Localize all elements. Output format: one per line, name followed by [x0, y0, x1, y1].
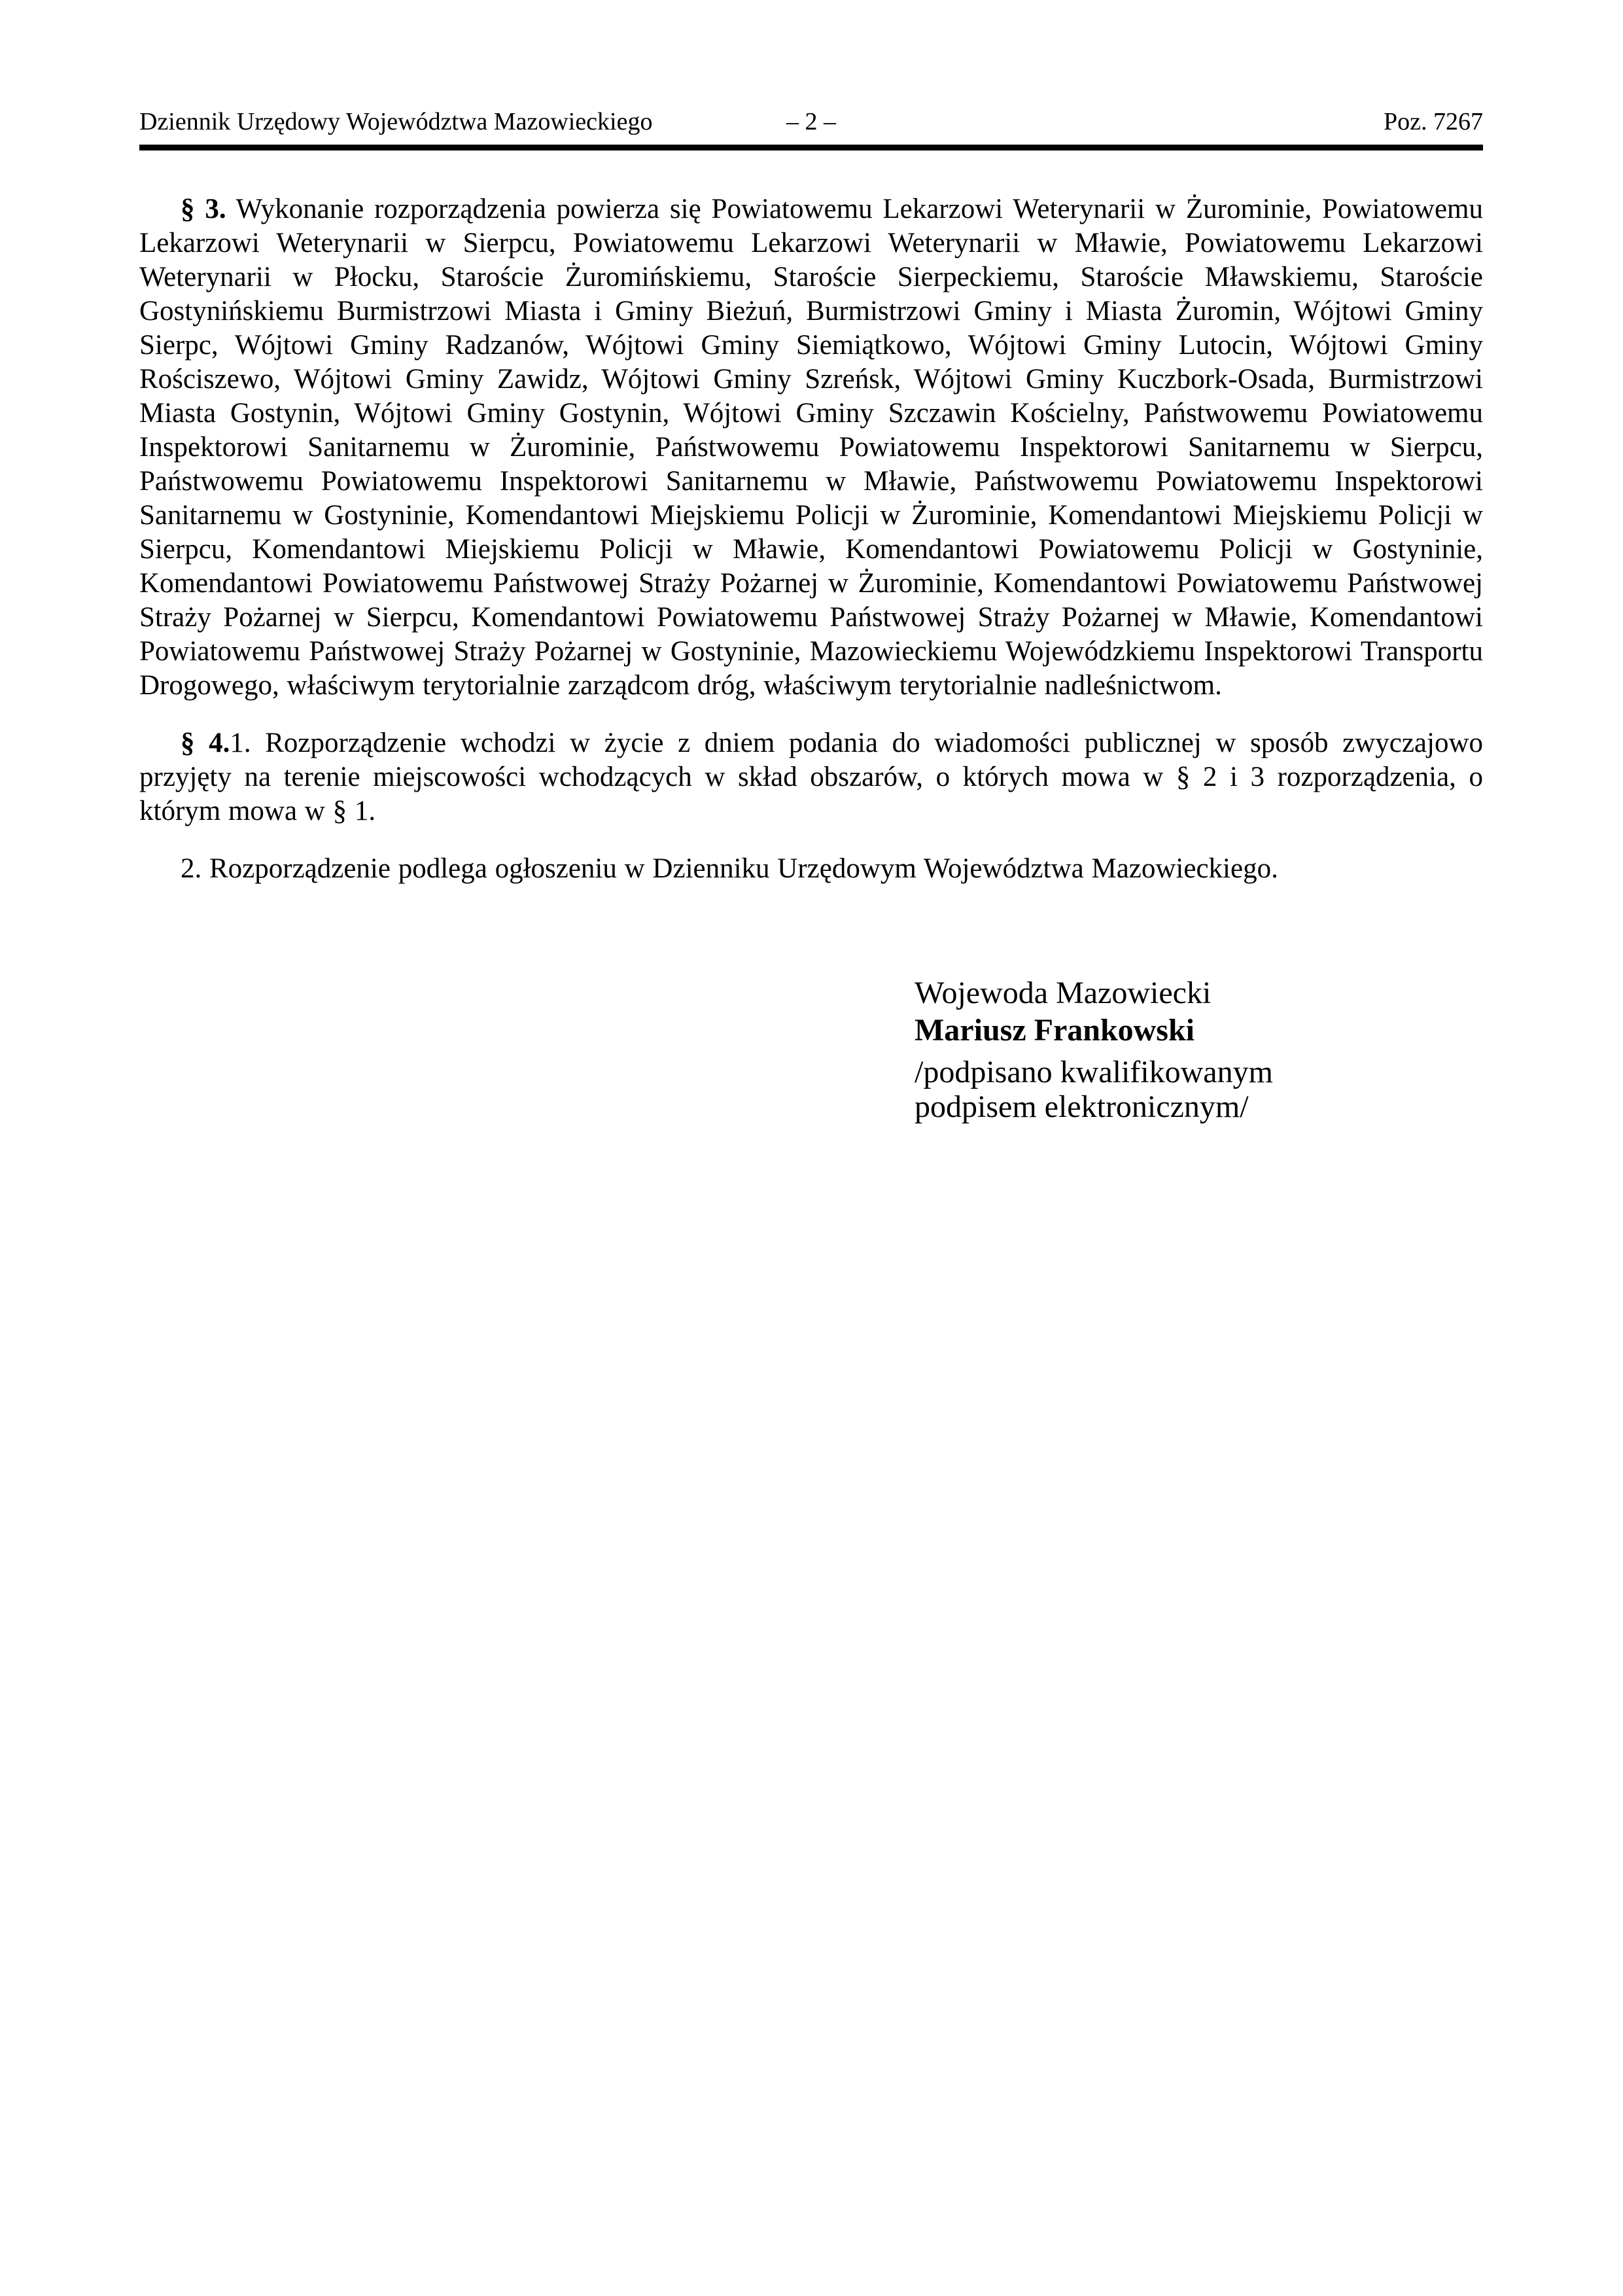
section-3-marker: § 3.: [181, 194, 226, 224]
header-journal-title: Dziennik Urzędowy Województwa Mazowieckiego: [139, 108, 653, 135]
signature-office-title: Wojewoda Mazowiecki: [915, 976, 1212, 1010]
header-page-number: – 2 –: [786, 108, 836, 135]
paragraph-section-4-point-1: [139, 726, 1483, 828]
section-4-point-1-text: 1. Rozporządzenie wchodzi w życie z dniem podania do wiadomości publicznej w sposób zwyczajowo przyjęty na terenie miejscowości wchodzących w skład obszarów, o których mowa w § 2 i 3 rozporządzenia, o którym mowa w § 1.: [139, 728, 1483, 826]
paragraph-section-4-point-2: [139, 852, 1483, 886]
header-position-number: Poz. 7267: [1384, 108, 1483, 135]
signature-note-line-1: /podpisano kwalifikowanym: [915, 1055, 1273, 1089]
paragraph-section-3: [139, 192, 1483, 703]
header-divider-rule: [139, 145, 1483, 150]
signature-block: [915, 974, 1273, 1124]
page-header: [139, 109, 1483, 135]
signature-note-line-2: podpisem elektronicznym/: [915, 1089, 1249, 1124]
signature-name: Mariusz Frankowski: [915, 1013, 1195, 1048]
section-3-text: Wykonanie rozporządzenia powierza się Powiatowemu Lekarzowi Weterynarii w Żurominie, Powiatowemu Lekarzowi Weterynarii w Sierpcu, Powiatowemu Lekarzowi Weterynarii w Mławie, Powiatowemu Lekarzowi Weterynarii w Płocku, Staroście Żuromińskiemu, Staroście Sierpeckiemu, Staroście Mławskiemu, Staroście Gostynińskiemu Burmistrzowi Miasta i Gminy Bieżuń, Burmistrzowi Gminy i Miasta Żuromin, Wójtowi Gminy Sierpc, Wójtowi Gminy Radzanów, Wójtowi Gminy Siemiątkowo, Wójtowi Gminy Lutocin, Wójtowi Gminy Rościszewo, Wójtowi Gminy Zawidz, Wójtowi Gminy Szreńsk, Wójtowi Gminy Kuczbork-Osada, Burmistrzowi Miasta Gostynin, Wójtowi Gminy Gostynin, Wójtowi Gminy Szczawin Kościelny, Państwowemu Powiatowemu Inspektorowi Sanitarnemu w Żurominie, Państwowemu Powiatowemu Inspektorowi Sanitarnemu w Sierpcu, Państwowemu Powiatowemu Inspektorowi Sanitarnemu w Mławie, Państwowemu Powiatowemu Inspektorowi Sanitarnemu w Gostyninie, Komendantowi Miejskiemu Policji w Żurominie, Komendantowi Miejskiemu Policji w Sierpcu, Komendantowi Miejskiemu Policji w Mławie, Komendantowi Powiatowemu Policji w Gostyninie, Komendantowi Powiatowemu Państwowej Straży Pożarnej w Żurominie, Komendantowi Powiatowemu Państwowej Straży Pożarnej w Sierpcu, Komendantowi Powiatowemu Państwowej Straży Pożarnej w Mławie, Komendantowi Powiatowemu Państwowej Straży Pożarnej w Gostyninie, Mazowieckiemu Wojewódzkiemu Inspektorowi Transportu Drogowego, właściwym terytorialnie zarządcom dróg, właściwym terytorialnie nadleśnictwom.: [139, 194, 1484, 701]
section-4-marker: § 4.: [181, 728, 230, 758]
section-4-point-2-text: 2. Rozporządzenie podlega ogłoszeniu w Dzienniku Urzędowym Województwa Mazowieckiego.: [181, 853, 1278, 884]
document-body: [139, 192, 1483, 910]
